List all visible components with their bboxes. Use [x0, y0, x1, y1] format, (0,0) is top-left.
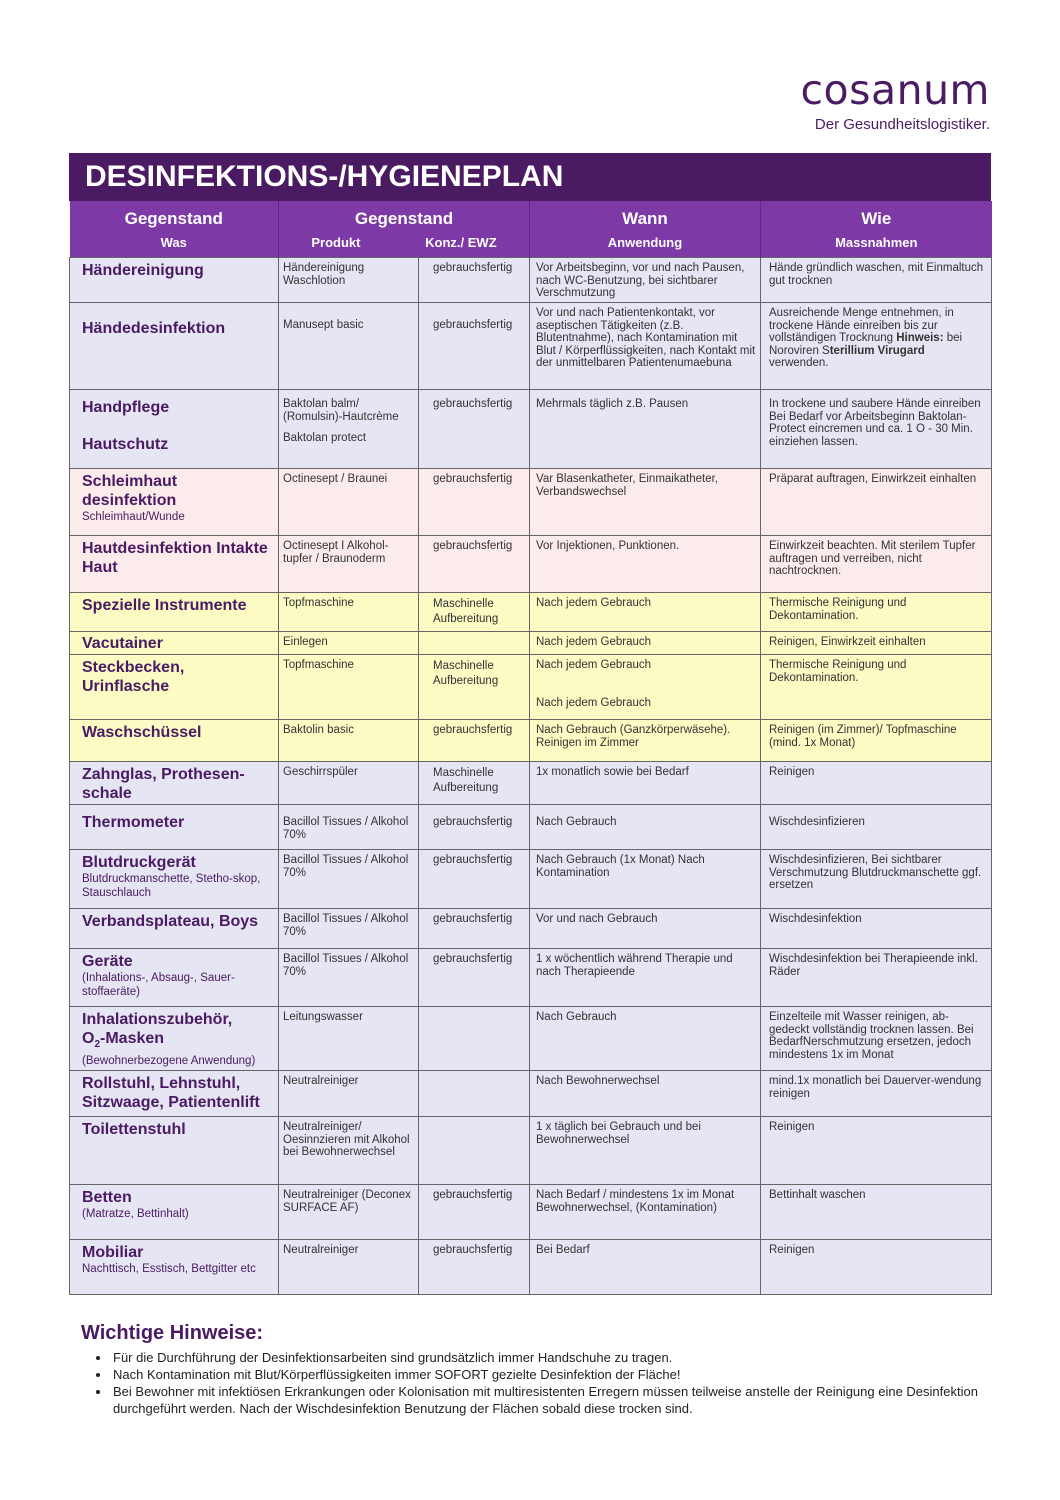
header-gegenstand — [279, 201, 530, 258]
row-wie: Einwirkzeit beachten. Mit sterilem Tupfer auftragen und verreiben, nicht nachtrocknen. — [761, 536, 992, 593]
table-row — [70, 390, 992, 469]
row-name: Inhalationszubehör, — [82, 1011, 233, 1028]
row-wie: Wischdesinfizieren — [761, 805, 992, 850]
masken-label: -Masken — [100, 1030, 165, 1047]
row-name: Handpflege — [82, 399, 170, 416]
row-produkt: Topfmaschine — [279, 593, 419, 632]
row-wie: In trockene und saubere Hände einreiben Bei Bedarf vor Arbeitsbeginn Baktolan-Protect eincremen und ca. 1 O - 30 Min. einziehen lassen. — [761, 390, 992, 469]
header-wie-main: Wie — [861, 209, 892, 228]
table-row — [70, 949, 992, 1007]
row-name: Mobiliar — [82, 1244, 144, 1261]
row-konz: gebrauchsfertig — [419, 720, 530, 762]
header-was-main: Gegenstand — [124, 209, 223, 228]
oxygen-sub: 2 — [94, 1039, 101, 1051]
row-sub: (Bewohnerbezogene Anwendung) — [82, 1055, 256, 1068]
hint-text: bei Noroviren S — [769, 332, 963, 357]
row-konz: Maschinelle Aufbereitung — [419, 655, 530, 720]
row-name: Thermometer — [82, 814, 185, 831]
hint-label: Hinweis: — [896, 332, 944, 344]
row-wann: Mehrmals täglich z.B. Pausen — [530, 390, 761, 469]
row-konz — [419, 1071, 530, 1117]
header-wie-sub: Massnahmen — [835, 235, 918, 250]
row-produkt: Bacillol Tissues / Alkohol 70% — [279, 805, 419, 850]
row-produkt: Bacillol Tissues / Alkohol 70% — [279, 850, 419, 909]
table-row — [70, 762, 992, 805]
row-produkt: Bacillol Tissues / Alkohol 70% — [279, 949, 419, 1007]
row-wann: 1 x wöchentlich während Therapie und nach Therapieende — [530, 949, 761, 1007]
note-item: • Für die Durchführung der Desinfektionsarbeiten sind grundsätzlich immer Handschuhe zu tragen. — [111, 1349, 996, 1366]
hygiene-plan — [69, 153, 991, 1295]
row-wie: Bettinhalt waschen — [761, 1185, 992, 1240]
table-row — [70, 850, 992, 909]
row-wann: Vor und nach Patientenkontakt, vor aseptischen Tätigkeiten (z.B. Blutentnahme), nach Kontamination mit Blut / Körperflüssigkeiten, nach Kontakt mit der unmittelbaren Patientenumaebuna — [530, 303, 761, 390]
row-name: Geräte — [82, 953, 133, 970]
row-wann-1: Nach jedem Gebrauch — [536, 659, 652, 671]
row-konz: gebrauchsfertig — [419, 1185, 530, 1240]
row-wie: Wischdesinfektion bei Therapieende inkl. Räder — [761, 949, 992, 1007]
row-sub: Schleimhaut/Wunde — [82, 511, 185, 523]
row-produkt: Neutralreiniger — [279, 1071, 419, 1117]
table-row — [70, 1240, 992, 1295]
row-produkt: Neutralreiniger — [279, 1240, 419, 1295]
row-name: Blutdruckgerät — [82, 854, 196, 871]
row-name-o2 — [82, 1029, 272, 1054]
row-wann: Nach Gebrauch — [530, 805, 761, 850]
row-produkt: Octinesept / Braunei — [279, 469, 419, 536]
row-konz: gebrauchsfertig — [419, 303, 530, 390]
row-konz — [419, 1117, 530, 1185]
header-was — [70, 201, 279, 258]
hint-product: terillium Virugard — [829, 344, 925, 357]
row-name: Waschschüssel — [82, 724, 202, 741]
row-wann: Nach Bedarf / mindestens 1x im Monat Bewohnerwechsel, (Kontamination) — [530, 1185, 761, 1240]
row-name: Händedesinfektion — [82, 320, 226, 337]
row-wann: Nach Gebrauch (Ganzkörperwäsehe). Reinigen im Zimmer — [530, 720, 761, 762]
row-produkt: Baktolan balm/ (Romulsin)-Hautcrème — [283, 398, 399, 423]
table-row — [70, 655, 992, 720]
row-wie: Reinigen (im Zimmer)/ Topfmaschine (mind. 1x Monat) — [761, 720, 992, 762]
row-wann: Vor Arbeitsbeginn, vor und nach Pausen, nach WC-Benutzung, bei sichtbarer Verschmutzung — [530, 258, 761, 303]
row-wann: Nach Bewohnerwechsel — [530, 1071, 761, 1117]
row-name: Händereinigung — [82, 262, 204, 279]
table-row — [70, 303, 992, 390]
row-produkt: Baktolin basic — [279, 720, 419, 762]
header-wann — [530, 201, 761, 258]
row-wann: 1 x täglich bei Gebrauch und bei Bewohnerwechsel — [530, 1117, 761, 1185]
row-name: Hautdesinfektion Intakte Haut — [82, 540, 268, 576]
row-produkt: Einlegen — [279, 632, 419, 655]
table-row — [70, 1117, 992, 1185]
table-row — [70, 805, 992, 850]
row-konz: gebrauchsfertig — [419, 850, 530, 909]
row-konz — [419, 632, 530, 655]
header-was-sub: Was — [160, 235, 187, 250]
row-wann — [530, 655, 761, 720]
row-wie: Reinigen — [761, 1240, 992, 1295]
row-konz: Maschinelle Aufbereitung — [419, 593, 530, 632]
row-produkt: Topfmaschine — [279, 655, 419, 720]
brand-tagline: Der Gesundheitslogistiker. — [814, 116, 990, 133]
row-produkt: Bacillol Tissues / Alkohol 70% — [279, 909, 419, 949]
row-name: Steckbecken, Urinflasche — [82, 659, 185, 695]
table-row — [70, 593, 992, 632]
row-produkt: Leitungswasser — [279, 1007, 419, 1071]
row-wie: Präparat auftragen, Einwirkzeit einhalten — [761, 469, 992, 536]
header-wie — [761, 201, 992, 258]
table-row — [70, 258, 992, 303]
row-name: Spezielle Instrumente — [82, 597, 247, 614]
row-name: Verbandsplateau, Boys — [82, 913, 259, 930]
row-produkt: Geschirrspüler — [279, 762, 419, 805]
row-wie: Hände gründlich waschen, mit Einmaltuch gut trocknen — [761, 258, 992, 303]
row-name: Vacutainer — [82, 635, 163, 652]
brand-name: cosanum — [800, 66, 990, 114]
row-wann: Vor Injektionen, Punktionen. — [530, 536, 761, 593]
row-name: Betten — [82, 1189, 132, 1206]
row-name: Schleimhaut desinfektion — [82, 473, 178, 509]
row-name: Rollstuhl, Lehnstuhl, Sitzwaage, Patientenlift — [82, 1075, 260, 1111]
row-wann-2: Nach jedem Gebrauch — [536, 696, 652, 709]
note-item: • Bei Bewohner mit infektiösen Erkrankungen oder Kolonisation mit multiresistenten Erregern müssen teilweise anstelle der Reinigung eine Desinfektion durchgeführt werden. Nach der Wischdesinfektion Benutzung der Flächen sobald diese trocken sind. — [111, 1383, 996, 1417]
page-title: DESINFEKTIONS-/HYGIENEPLAN — [69, 153, 991, 201]
hint-text-end: verwenden. — [769, 357, 829, 369]
row-produkt: Manusept basic — [279, 303, 419, 390]
row-wie — [761, 303, 992, 390]
row-wie: Reinigen — [761, 1117, 992, 1185]
row-produkt: Händereinigung Waschlotion — [279, 258, 419, 303]
row-produkt: Neutralreiniger (Deconex SURFACE AF) — [279, 1185, 419, 1240]
row-sub: (Matratze, Bettinhalt) — [82, 1208, 189, 1220]
header-produkt: Produkt — [311, 235, 361, 250]
row-wie: Wischdesinfektion — [761, 909, 992, 949]
row-wann: Var Blasenkatheter, Einmaikatheter, Verbandswechsel — [530, 469, 761, 536]
row-wie-text: Ausreichende Menge entnehmen, in trockene Hände einreiben bis zur vollständigen Trocknung — [769, 307, 954, 344]
table-row — [70, 469, 992, 536]
table-row — [70, 909, 992, 949]
table-row — [70, 1071, 992, 1117]
header-wann-main: Wann — [622, 209, 668, 228]
row-produkt-2: Baktolan protect — [283, 432, 367, 444]
row-produkt: Octinesept I Alkohol-tupfer / Braunoderm — [279, 536, 419, 593]
row-konz: gebrauchsfertig — [419, 390, 530, 469]
row-wann: Nach jedem Gebrauch — [530, 632, 761, 655]
row-konz: gebrauchsfertig — [419, 949, 530, 1007]
row-sub: Nachttisch, Esstisch, Bettgitter etc — [82, 1263, 256, 1275]
row-sub: (Inhalations-, Absaug-, Sauer-stoffaeräte) — [82, 972, 235, 998]
row-wie: Thermische Reinigung und Dekontamination. — [761, 593, 992, 632]
row-name: Toilettenstuhl — [82, 1121, 186, 1138]
table-header-row — [70, 201, 992, 258]
row-wann: Nach Gebrauch — [530, 1007, 761, 1071]
header-gegenstand-main: Gegenstand — [354, 209, 454, 228]
table-row — [70, 1007, 992, 1071]
row-wann: 1x monatlich sowie bei Bedarf — [530, 762, 761, 805]
table-row — [70, 632, 992, 655]
row-konz: Maschinelle Aufbereitung — [419, 762, 530, 805]
plan-table — [69, 201, 992, 1295]
row-konz: gebrauchsfertig — [419, 909, 530, 949]
row-produkt: Neutralreiniger/ Oesinnzieren mit Alkohol bei Bewohnerwechsel — [279, 1117, 419, 1185]
row-konz: gebrauchsfertig — [419, 469, 530, 536]
row-wie: Einzelteile mit Wasser reinigen, ab-gedeckt vollständig trocknen lassen. Bei BedarfNerschmutzung ersetzen, jedoch mindestens 1x im Monat — [761, 1007, 992, 1071]
oxygen-o: O — [82, 1030, 95, 1047]
brand-logo — [800, 68, 990, 133]
row-sub: Blutdruckmanschette, Stetho-skop, Stauschlauch — [82, 873, 261, 899]
notes-list — [81, 1349, 996, 1417]
row-wann: Nach Gebrauch (1x Monat) Nach Kontamination — [530, 850, 761, 909]
table-row — [70, 720, 992, 762]
row-wie: Reinigen — [761, 762, 992, 805]
note-item: • Nach Kontamination mit Blut/Körperflüssigkeiten immer SOFORT gezielte Desinfektion der Fläche! — [111, 1366, 996, 1383]
header-konz: Konz./ EWZ — [425, 235, 497, 250]
row-wie: Reinigen, Einwirkzeit einhalten — [761, 632, 992, 655]
row-konz: gebrauchsfertig — [419, 536, 530, 593]
row-wie: mind.1x monatlich bei Dauerver-wendung reinigen — [761, 1071, 992, 1117]
header-wann-sub: Anwendung — [607, 235, 683, 250]
notes-title: Wichtige Hinweise: — [81, 1322, 264, 1344]
row-konz: gebrauchsfertig — [419, 258, 530, 303]
row-wann: Bei Bedarf — [530, 1240, 761, 1295]
row-wie: Thermische Reinigung und Dekontamination. — [761, 655, 992, 720]
row-name: Zahnglas, Prothesen-schale — [82, 766, 245, 802]
row-konz: gebrauchsfertig — [419, 1240, 530, 1295]
row-wann: Vor und nach Gebrauch — [530, 909, 761, 949]
row-wie: Wischdesinfizieren, Bei sichtbarer Verschmutzung Blutdruckmanschette ggf. ersetzen — [761, 850, 992, 909]
table-row — [70, 536, 992, 593]
row-name-2: Hautschutz — [82, 436, 169, 453]
table-row — [70, 1185, 992, 1240]
row-konz — [419, 1007, 530, 1071]
important-notes — [81, 1322, 996, 1417]
row-konz: gebrauchsfertig — [419, 805, 530, 850]
row-wann: Nach jedem Gebrauch — [530, 593, 761, 632]
